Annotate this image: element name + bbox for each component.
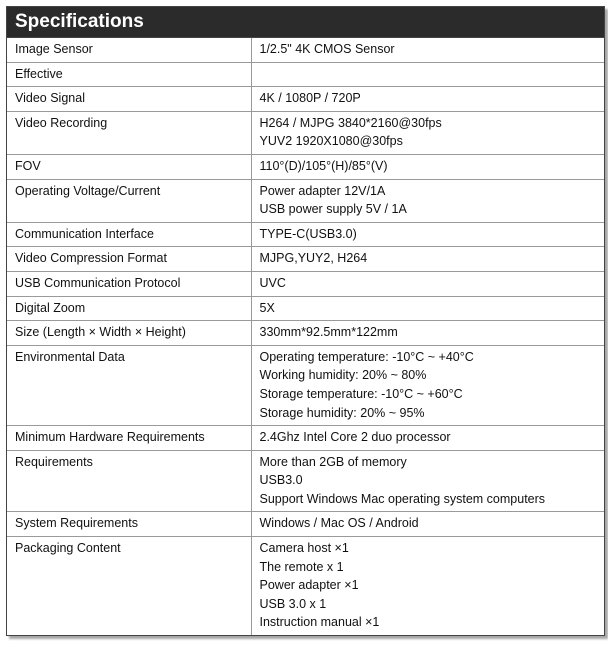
table-row xyxy=(7,321,604,346)
spec-label: Video Compression Format xyxy=(7,247,251,272)
table-row xyxy=(7,154,604,179)
spec-value-line: Support Windows Mac operating system computers xyxy=(259,491,546,506)
spec-label: System Requirements xyxy=(7,512,251,537)
spec-label: Requirements xyxy=(7,450,251,512)
spec-value xyxy=(251,450,604,512)
spec-label: Communication Interface xyxy=(7,222,251,247)
spec-value xyxy=(251,62,604,87)
spec-value-line: Storage temperature: -10°C ~ +60°C xyxy=(259,386,463,401)
spec-value-line: TYPE-C(USB3.0) xyxy=(259,226,357,241)
table-row xyxy=(7,271,604,296)
spec-value-line: Instruction manual ×1 xyxy=(259,615,380,630)
spec-value-line: 2.4Ghz Intel Core 2 duo processor xyxy=(259,430,451,445)
spec-label: Digital Zoom xyxy=(7,296,251,321)
spec-value xyxy=(251,512,604,537)
spec-value-line: Storage humidity: 20% ~ 95% xyxy=(259,405,425,420)
spec-label: Video Signal xyxy=(7,87,251,112)
spec-value xyxy=(251,154,604,179)
spec-value xyxy=(251,38,604,62)
specifications-table-body xyxy=(7,38,604,635)
spec-value-line: Power adapter ×1 xyxy=(259,578,359,593)
spec-value xyxy=(251,345,604,425)
table-row xyxy=(7,87,604,112)
spec-value-line: Power adapter 12V/1A xyxy=(259,183,386,198)
spec-value xyxy=(251,321,604,346)
spec-value-line: Operating temperature: -10°C ~ +40°C xyxy=(259,349,474,364)
table-row xyxy=(7,537,604,635)
spec-value-line: 4K / 1080P / 720P xyxy=(259,91,361,106)
spec-value xyxy=(251,247,604,272)
table-row xyxy=(7,111,604,154)
spec-label: USB Communication Protocol xyxy=(7,271,251,296)
spec-value-line: Working humidity: 20% ~ 80% xyxy=(259,368,427,383)
table-row xyxy=(7,512,604,537)
specifications-table xyxy=(7,38,604,635)
table-row xyxy=(7,450,604,512)
table-row xyxy=(7,38,604,62)
spec-label: Size (Length × Width × Height) xyxy=(7,321,251,346)
spec-label: Environmental Data xyxy=(7,345,251,425)
spec-value xyxy=(251,426,604,451)
spec-value-line: USB power supply 5V / 1A xyxy=(259,202,407,217)
spec-value xyxy=(251,271,604,296)
spec-value-line: MJPG,YUY2, H264 xyxy=(259,251,368,266)
spec-value xyxy=(251,111,604,154)
spec-value-line: Camera host ×1 xyxy=(259,541,349,556)
spec-label: Effective xyxy=(7,62,251,87)
spec-value-line: 330mm*92.5mm*122mm xyxy=(259,325,398,340)
spec-value-line: Windows / Mac OS / Android xyxy=(259,516,419,531)
spec-value-line xyxy=(260,65,597,84)
spec-value-line: H264 / MJPG 3840*2160@30fps xyxy=(259,115,442,130)
table-row xyxy=(7,247,604,272)
spec-value-line: USB3.0 xyxy=(259,473,303,488)
spec-value xyxy=(251,222,604,247)
table-row xyxy=(7,426,604,451)
spec-value-line: YUV2 1920X1080@30fps xyxy=(259,134,403,149)
spec-value-line: The remote x 1 xyxy=(259,559,344,574)
spec-label: FOV xyxy=(7,154,251,179)
table-row xyxy=(7,345,604,425)
spec-label: Video Recording xyxy=(7,111,251,154)
spec-label: Packaging Content xyxy=(7,537,251,635)
specifications-title: Specifications xyxy=(7,7,604,38)
spec-value-line: 110°(D)/105°(H)/85°(V) xyxy=(259,158,388,173)
spec-label: Image Sensor xyxy=(7,38,251,62)
table-row xyxy=(7,222,604,247)
spec-value-line: More than 2GB of memory xyxy=(259,454,407,469)
spec-value-line: 5X xyxy=(259,300,275,315)
spec-value-line: USB 3.0 x 1 xyxy=(259,596,327,611)
spec-value xyxy=(251,296,604,321)
spec-value xyxy=(251,87,604,112)
spec-value-line: 1/2.5" 4K CMOS Sensor xyxy=(259,42,395,56)
spec-value xyxy=(251,179,604,222)
spec-value-line: UVC xyxy=(259,275,286,290)
spec-value xyxy=(251,537,604,635)
table-row xyxy=(7,296,604,321)
specifications-panel xyxy=(6,6,605,636)
table-row xyxy=(7,179,604,222)
spec-label: Operating Voltage/Current xyxy=(7,179,251,222)
table-row xyxy=(7,62,604,87)
spec-label: Minimum Hardware Requirements xyxy=(7,426,251,451)
